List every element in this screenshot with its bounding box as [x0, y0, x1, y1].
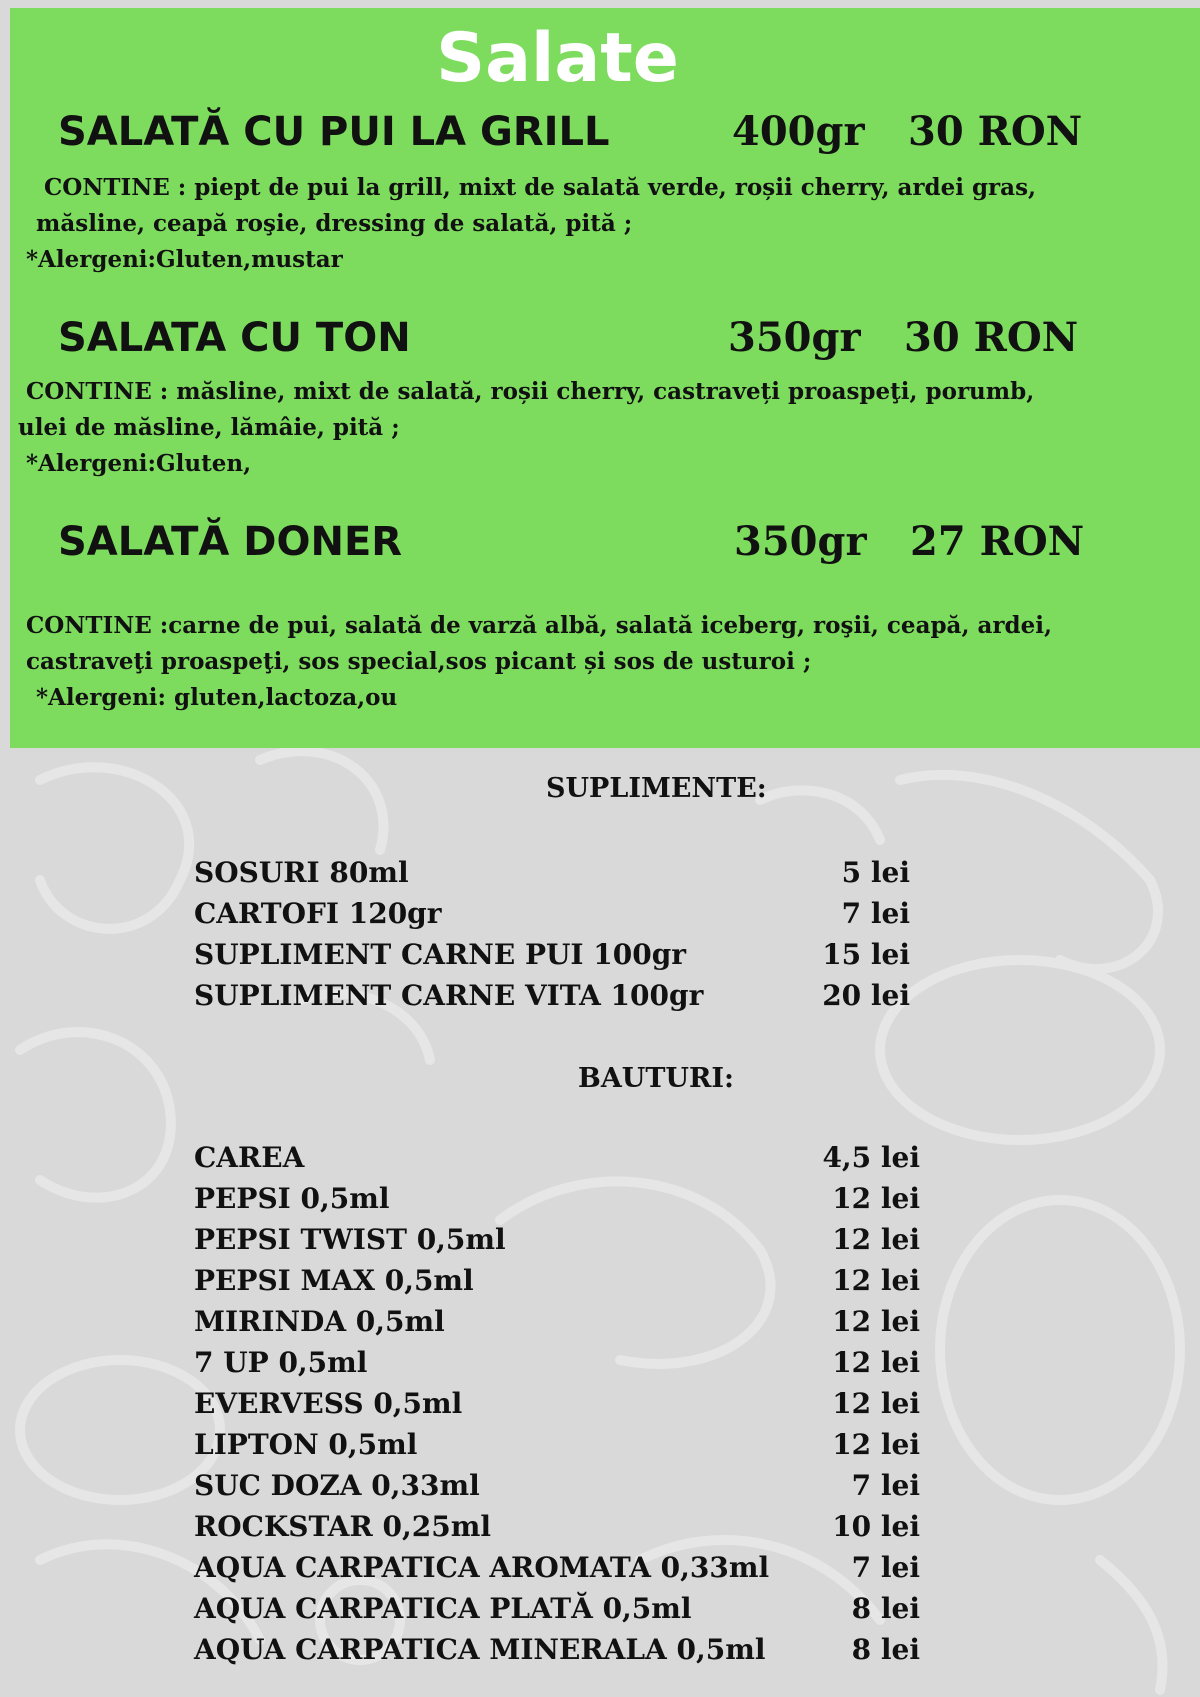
menu-item-price: 12 lei [832, 1223, 920, 1256]
menu-item-price: 7 lei [851, 1551, 920, 1584]
menu-item-label: MIRINDA 0,5ml [194, 1305, 445, 1338]
menu-item-label: LIPTON 0,5ml [194, 1428, 418, 1461]
menu-item-price: 8 lei [851, 1592, 920, 1625]
menu-item-label: 7 UP 0,5ml [194, 1346, 368, 1379]
dish-weight: 400gr [732, 108, 865, 155]
menu-item-label: SOSURI 80ml [194, 856, 409, 889]
menu-item-label: AQUA CARPATICA PLATĂ 0,5ml [194, 1592, 692, 1625]
menu-item-label: SUC DOZA 0,33ml [194, 1469, 480, 1502]
dish-allergens: *Alergeni:Gluten, [26, 450, 252, 477]
menu-item-label: ROCKSTAR 0,25ml [194, 1510, 492, 1543]
dish-description-line: CONTINE :carne de pui, salată de varză albă, salată iceberg, roşii, ceapă, ardei, [26, 612, 1052, 639]
menu-item-price: 10 lei [832, 1510, 920, 1543]
menu-item-label: AQUA CARPATICA AROMATA 0,33ml [194, 1551, 770, 1584]
dish-description-line: măsline, ceapă roşie, dressing de salată, pită ; [36, 210, 633, 237]
menu-item-price: 7 lei [841, 897, 910, 930]
supplements-heading: SUPLIMENTE: [546, 773, 767, 804]
dish-name: SALATA CU TON [58, 315, 411, 361]
menu-item-price: 15 lei [822, 938, 910, 971]
dish-description-line: ulei de măsline, lămâie, pită ; [18, 414, 400, 441]
menu-item-price: 12 lei [832, 1428, 920, 1461]
menu-item-price: 12 lei [832, 1264, 920, 1297]
menu-item-price: 12 lei [832, 1387, 920, 1420]
menu-item-label: PEPSI 0,5ml [194, 1182, 390, 1215]
dish-price: 27 RON [910, 518, 1085, 565]
dish-weight: 350gr [728, 314, 861, 361]
menu-item-price: 12 lei [832, 1182, 920, 1215]
dish-name: SALATĂ CU PUI LA GRILL [58, 109, 610, 155]
menu-item-price: 8 lei [851, 1633, 920, 1666]
menu-item-label: EVERVESS 0,5ml [194, 1387, 463, 1420]
menu-item-price: 12 lei [832, 1346, 920, 1379]
dish-name: SALATĂ DONER [58, 519, 403, 565]
dish-allergens: *Alergeni:Gluten,mustar [26, 246, 343, 273]
menu-item-price: 20 lei [822, 979, 910, 1012]
menu-item-label: AQUA CARPATICA MINERALA 0,5ml [194, 1633, 766, 1666]
menu-item-price: 12 lei [832, 1305, 920, 1338]
menu-item-price: 5 lei [841, 856, 910, 889]
dish-allergens: *Alergeni: gluten,lactoza,ou [36, 684, 398, 711]
dish-price: 30 RON [904, 314, 1079, 361]
dish-description-line: CONTINE : piept de pui la grill, mixt de salată verde, roșii cherry, ardei gras, [44, 174, 1037, 201]
menu-item-label: PEPSI MAX 0,5ml [194, 1264, 474, 1297]
menu-item-label: CAREA [194, 1141, 305, 1174]
dish-price: 30 RON [908, 108, 1083, 155]
menu-item-label: CARTOFI 120gr [194, 897, 442, 930]
menu-item-label: SUPLIMENT CARNE PUI 100gr [194, 938, 687, 971]
menu-item-label: SUPLIMENT CARNE VITA 100gr [194, 979, 704, 1012]
dish-description-line: castraveţi proaspeţi, sos special,sos picant și sos de usturoi ; [26, 648, 812, 675]
menu-item-price: 7 lei [851, 1469, 920, 1502]
drinks-heading: BAUTURI: [578, 1063, 734, 1094]
page-title: Salate [436, 19, 679, 98]
menu-item-label: PEPSI TWIST 0,5ml [194, 1223, 506, 1256]
dish-description-line: CONTINE : măsline, mixt de salată, roșii cherry, castraveți proaspeţi, porumb, [26, 378, 1035, 405]
dish-weight: 350gr [734, 518, 867, 565]
menu-item-price: 4,5 lei [822, 1141, 920, 1174]
